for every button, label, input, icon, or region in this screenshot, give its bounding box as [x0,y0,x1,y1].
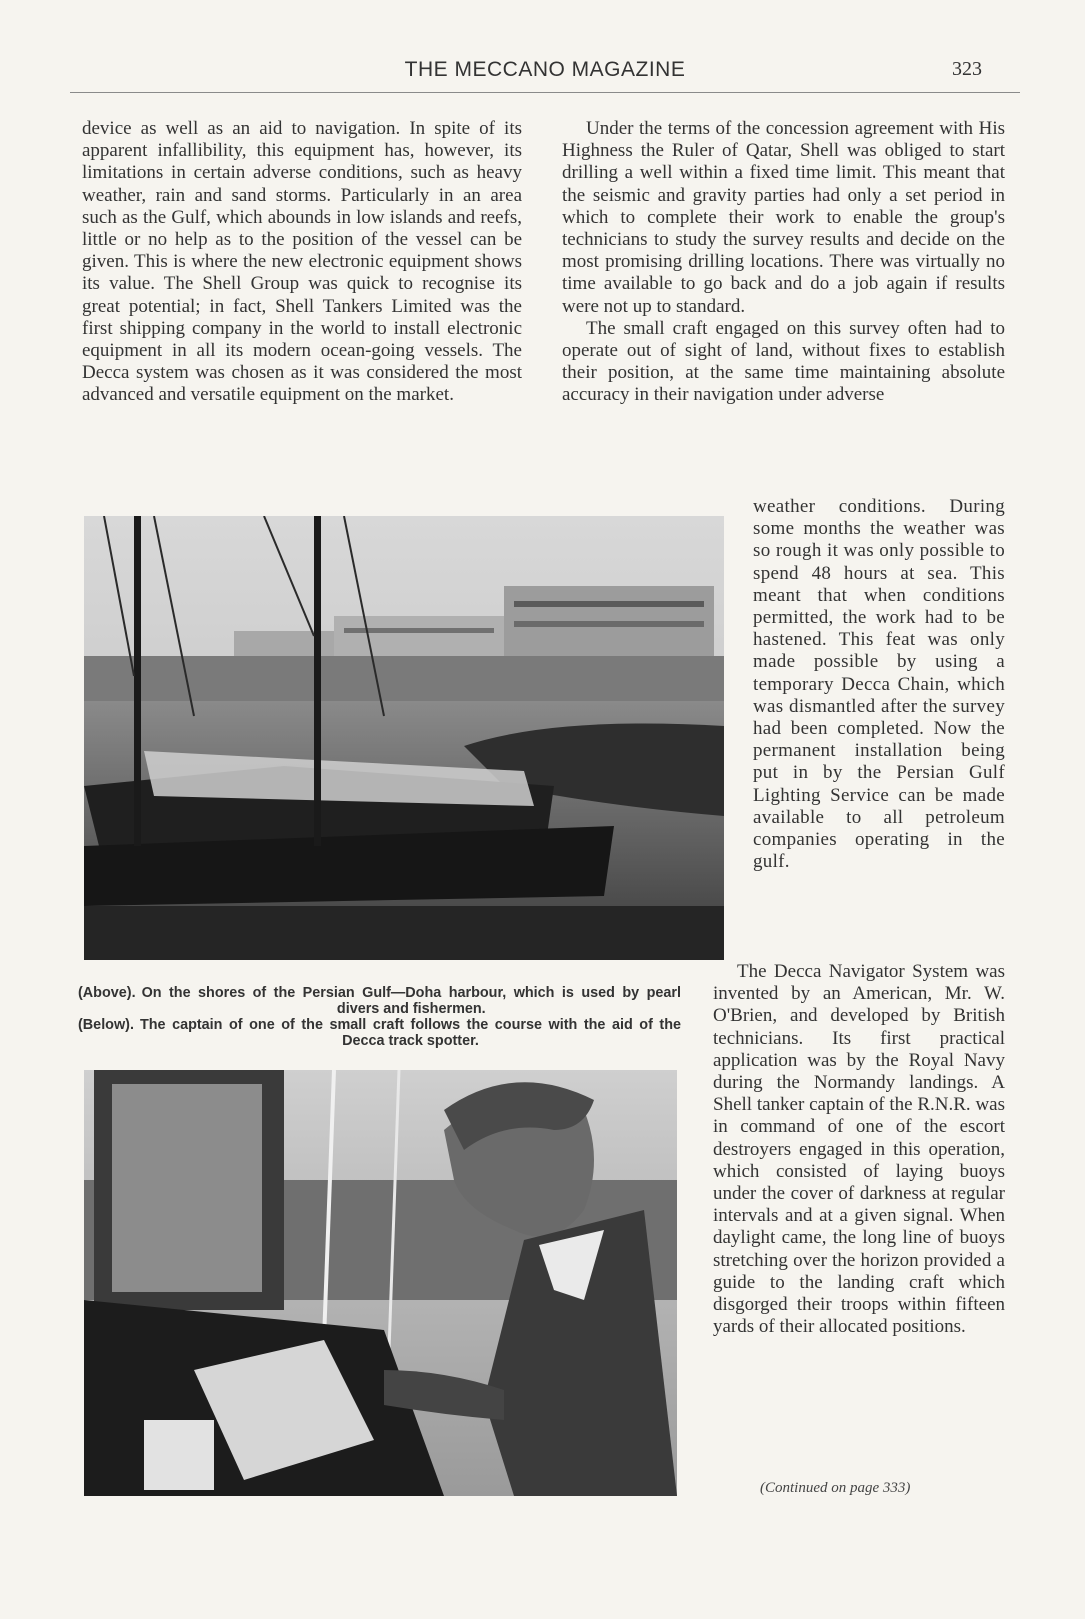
page-number: 323 [952,58,982,80]
column-2-text-continued [753,496,1005,873]
caption-text: The captain of one of the small craft follows the course with the aid of the Decca track spotter. [139,1017,681,1049]
caption-tag: (Below). [78,1017,134,1033]
column-2-text [562,118,1005,407]
captain-track-spotter-photo [84,1070,677,1496]
caption-above [78,985,681,1017]
caption-below [78,1017,681,1049]
doha-harbour-photo [84,516,724,960]
magazine-title: THE MECCANO MAGAZINE [404,58,686,81]
column-2-text-lower [713,961,1005,1338]
caption-tag: (Above). [78,985,136,1001]
paragraph: weather conditions. During some months the weather was so rough it was only possible to spend 48 hours at sea. This meant that when conditions permitted, the work had to be hastened. This feat was only made possible by using a temporary Decca Chain, which was dismantled after the survey had been completed. Now the permanent installation being put in by the Persian Gulf Lighting Service can be made available to all petroleum companies operating in the gulf. [753,496,1005,873]
paragraph: The small craft engaged on this survey often had to operate out of sight of land, without fixes to establish their position, at the same time maintaining absolute accuracy in their navigation under adverse [562,317,1005,406]
paragraph: The Decca Navigator System was invented by an American, Mr. W. O'Brien, and developed by British technicians. Its first practical application was by the Royal Navy during the Normandy landings. A Shell tanker captain of the R.N.R. was in command of one of the escort destroyers engaged in this operation, which consisted of laying buoys under the cover of darkness at regular intervals and at a given signal. When daylight came, the long line of buoys stretching over the horizon provided a guide to the landing craft which disgorged their troops within fifteen yards of their allocated positions. [713,961,1005,1338]
continued-note: (Continued on page 333) [760,1480,911,1496]
header-rule [70,92,1020,93]
caption-text: On the shores of the Persian Gulf—Doha harbour, which is used by pearl divers and fishermen. [141,985,681,1017]
photo-captions [78,985,681,1049]
column-1-text [82,118,522,407]
paragraph: device as well as an aid to navigation. In spite of its apparent infallibility, this equipment has, however, its limitations in certain adverse conditions, such as heavy weather, rain and sand storms. Particularly in an area such as the Gulf, which abounds in low islands and reefs, little or no help as to the position of the vessel can be given. This is where the new electronic equipment shows its value. The Shell Group was quick to recognise its great potential; in fact, Shell Tankers Limited was the first shipping company in the world to install electronic equipment in all its modern ocean-going vessels. The Decca system was chosen as it was considered the most advanced and versatile equipment on the market. [82,118,522,406]
running-head [70,58,1020,86]
paragraph: Under the terms of the concession agreement with His Highness the Ruler of Qatar, Shell was obliged to start drilling a well within a fixed time limit. This meant that the seismic and gravity parties had only a set period in which to complete their work to enable the group's technicians to study the survey results and decide on the most promising drilling locations. There was virtually no time available to go back and do a job again if results were not up to standard. [562,118,1005,317]
